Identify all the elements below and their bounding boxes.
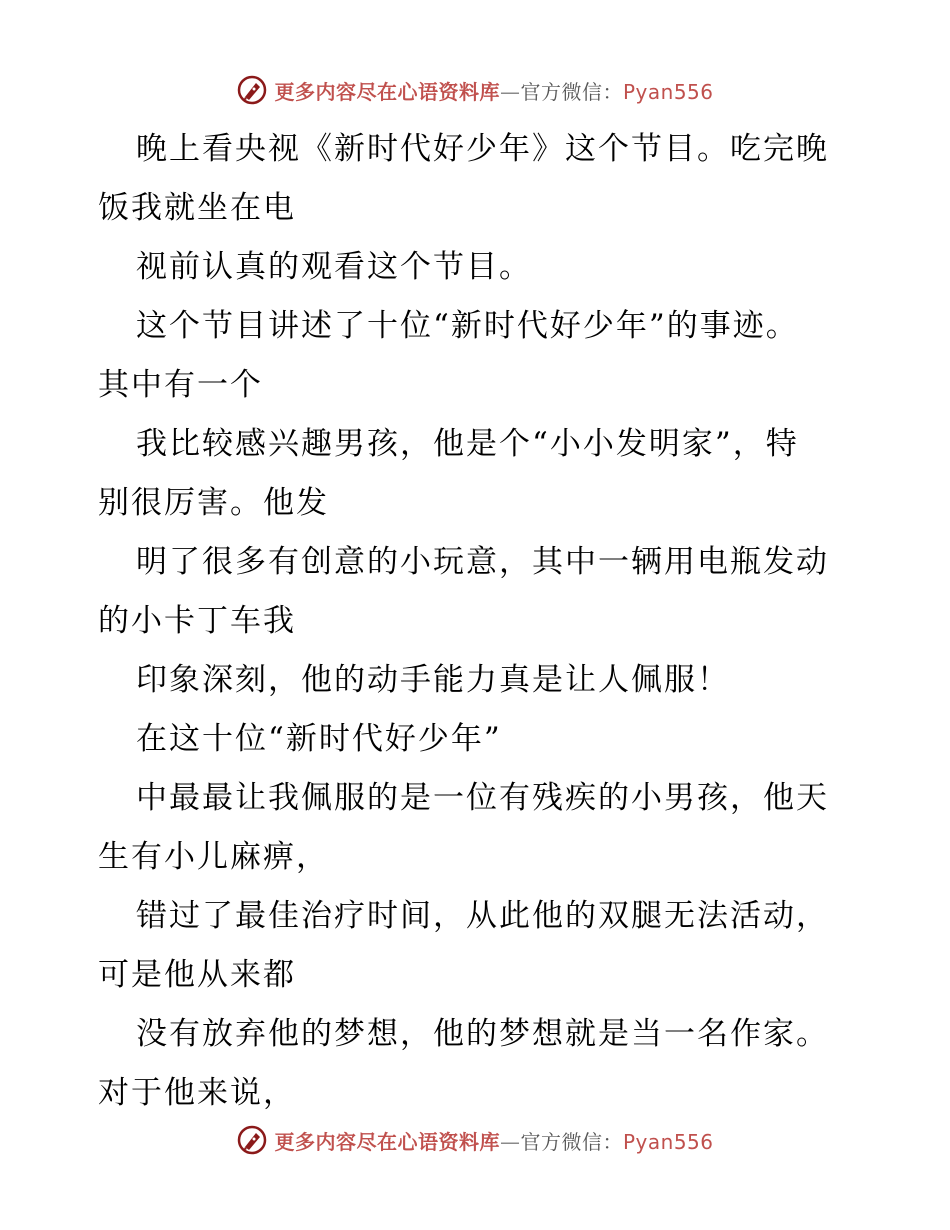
header-text xyxy=(274,76,713,105)
header-wechat-label: 官方微信： xyxy=(520,79,623,104)
footer-banner xyxy=(0,1120,950,1160)
text-line: 的小卡丁车我 xyxy=(98,603,296,639)
pen-nib-icon xyxy=(236,1124,268,1156)
header-separator: — xyxy=(499,79,521,104)
footer-wechat-id: Pyan556 xyxy=(622,1129,714,1154)
text-line: 生有小儿麻痹， xyxy=(98,839,329,875)
text-line: 对于他来说， xyxy=(98,1075,296,1111)
text-line: 没有放弃他的梦想，他的梦想就是当一名作家。 xyxy=(136,1016,829,1052)
text-line: 印象深刻，他的动手能力真是让人佩服！ xyxy=(136,662,730,698)
text-line: 我比较感兴趣男孩，他是个“小小发明家”，特 xyxy=(136,426,799,462)
text-line: 在这十位“新时代好少年” xyxy=(136,721,502,757)
text-line: 饭我就坐在电 xyxy=(98,190,296,226)
text-line: 别很厉害。他发 xyxy=(98,485,329,521)
document-body xyxy=(98,120,858,1123)
pen-nib-icon xyxy=(236,74,268,106)
text-line: 可是他从来都 xyxy=(98,957,296,993)
text-line: 中最最让我佩服的是一位有残疾的小男孩，他天 xyxy=(136,780,829,816)
footer-brand: 更多内容尽在心语资料库 xyxy=(274,1129,500,1154)
text-line: 错过了最佳治疗时间，从此他的双腿无法活动， xyxy=(136,898,829,934)
header-brand: 更多内容尽在心语资料库 xyxy=(274,79,500,104)
text-line: 其中有一个 xyxy=(98,367,263,403)
header-wechat-id: Pyan556 xyxy=(622,79,714,104)
text-line: 这个节目讲述了十位“新时代好少年”的事迹。 xyxy=(136,308,799,344)
footer-wechat-label: 官方微信： xyxy=(520,1129,623,1154)
header-banner xyxy=(0,70,950,110)
footer-text xyxy=(274,1126,713,1155)
footer-separator: — xyxy=(499,1129,521,1154)
text-line: 视前认真的观看这个节目。 xyxy=(136,249,532,285)
text-line: 明了很多有创意的小玩意，其中一辆用电瓶发动 xyxy=(136,544,829,580)
text-line: 晚上看央视《新时代好少年》这个节目。吃完晚 xyxy=(136,131,829,167)
